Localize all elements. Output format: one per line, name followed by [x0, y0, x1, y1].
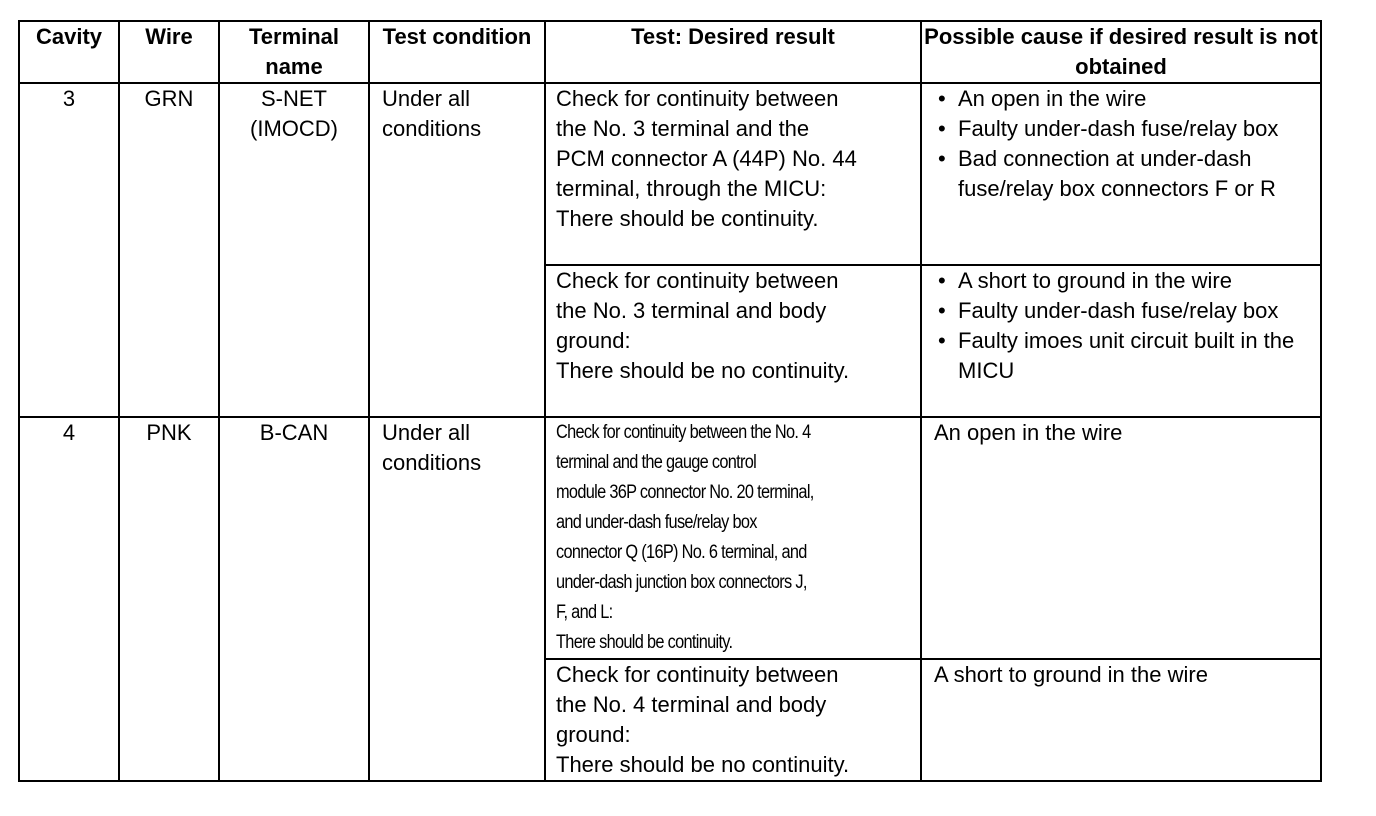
header-terminal-name: Terminal name	[219, 21, 369, 83]
possible-cause-cell: A short to ground in the wire	[921, 659, 1321, 781]
test-line: module 36P connector No. 20 terminal,	[556, 482, 814, 503]
test-line: Check for continuity between	[556, 86, 839, 111]
test-desired-result-cell	[545, 417, 921, 659]
test-line: ground:	[556, 328, 631, 353]
test-line: connector Q (16P) No. 6 terminal, and	[556, 542, 807, 563]
test-condition-cell: Under all conditions	[369, 83, 545, 417]
cavity-cell: 3	[19, 83, 119, 417]
test-line: terminal and the gauge control	[556, 452, 757, 473]
test-line: There should be continuity.	[556, 632, 733, 653]
test-line: There should be continuity.	[556, 206, 819, 231]
test-line: There should be no continuity.	[556, 358, 850, 383]
header-wire: Wire	[119, 21, 219, 83]
test-line: terminal, through the MICU:	[556, 176, 827, 201]
test-line: Check for continuity between	[556, 268, 839, 293]
terminal-name-line: S-NET	[261, 86, 327, 111]
header-possible-cause: Possible cause if desired result is not obtained	[921, 21, 1321, 83]
wire-cell: PNK	[119, 417, 219, 781]
cause-item: • Faulty under-dash fuse/relay box	[934, 296, 1320, 326]
test-line: PCM connector A (44P) No. 44	[556, 146, 857, 171]
test-line: under-dash junction box connectors J,	[556, 572, 807, 593]
test-line: the No. 3 terminal and body	[556, 298, 827, 323]
test-desired-result-cell	[545, 659, 921, 781]
cause-list	[934, 266, 1320, 386]
test-line: There should be no continuity.	[556, 752, 850, 777]
table-row	[19, 417, 1321, 659]
cause-item: • Faulty imoes unit circuit built in the MICU	[934, 326, 1320, 386]
header-row	[19, 21, 1321, 83]
table-row	[19, 83, 1321, 265]
test-line: and under-dash fuse/relay box	[556, 512, 757, 533]
possible-cause-cell: An open in the wire	[921, 417, 1321, 659]
terminal-name-line: (IMOCD)	[250, 116, 338, 141]
test-line: ground:	[556, 722, 631, 747]
cause-item: • A short to ground in the wire	[934, 266, 1320, 296]
test-condition-cell: Under all conditions	[369, 417, 545, 781]
terminal-name-line: B-CAN	[259, 420, 329, 445]
test-line: F, and L:	[556, 602, 613, 623]
cause-item: • Faulty under-dash fuse/relay box	[934, 114, 1320, 144]
troubleshooting-table	[18, 20, 1322, 782]
possible-cause-cell	[921, 265, 1321, 417]
cause-item: • Bad connection at under-dash fuse/relay box connectors F or R	[934, 144, 1320, 204]
header-cavity: Cavity	[19, 21, 119, 83]
cause-list	[934, 84, 1320, 204]
test-line: the No. 3 terminal and the	[556, 116, 810, 141]
test-desired-result-cell	[545, 265, 921, 417]
wire-cell: GRN	[119, 83, 219, 417]
header-test-desired-result: Test: Desired result	[545, 21, 921, 83]
terminal-name-cell	[219, 417, 369, 781]
test-line: the No. 4 terminal and body	[556, 692, 827, 717]
possible-cause-cell	[921, 83, 1321, 265]
cause-item: • An open in the wire	[934, 84, 1320, 114]
terminal-name-cell	[219, 83, 369, 417]
header-test-condition: Test condition	[369, 21, 545, 83]
cavity-cell: 4	[19, 417, 119, 781]
test-line: Check for continuity between the No. 4	[556, 422, 811, 443]
test-line: Check for continuity between	[556, 662, 839, 687]
test-desired-result-cell	[545, 83, 921, 265]
